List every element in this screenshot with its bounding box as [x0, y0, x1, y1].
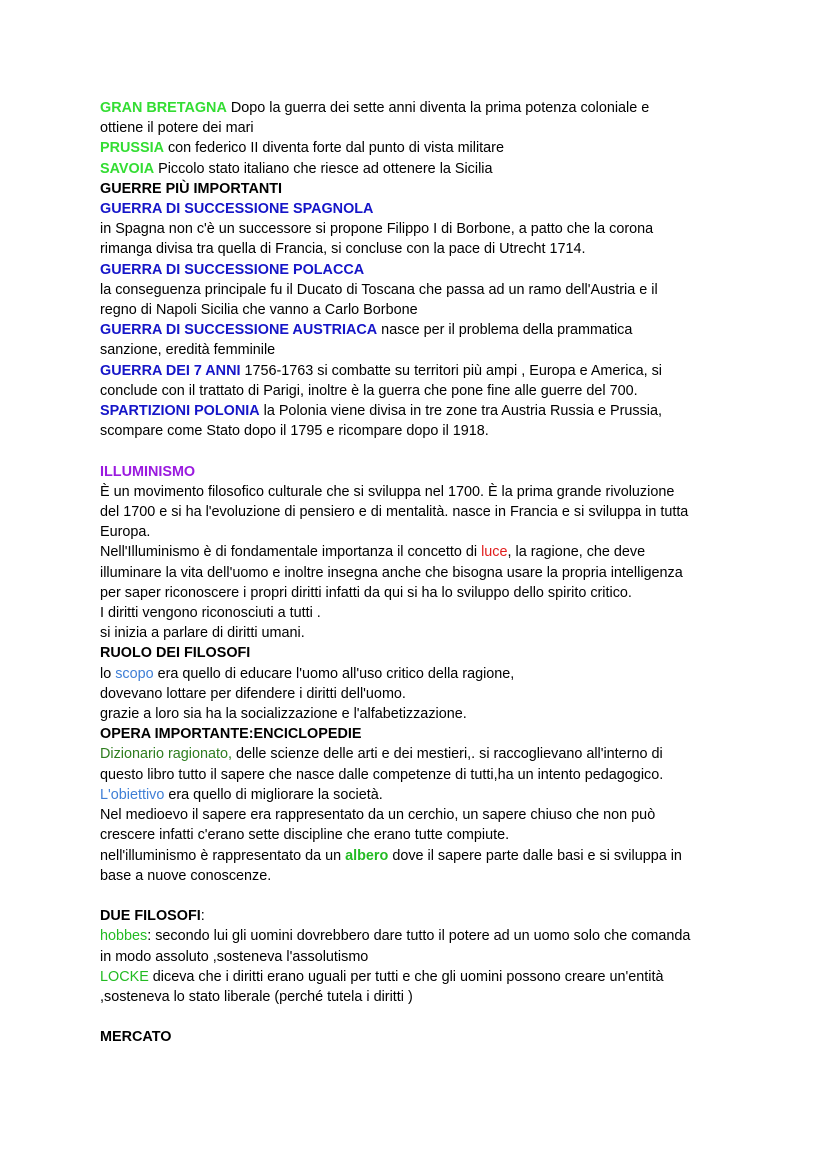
gran-bretagna-line-2: ottiene il potere dei mari [100, 120, 254, 137]
document-body [100, 98, 760, 1048]
opera-line-1 [100, 744, 760, 764]
prussia-text: con federico II diventa forte dal punto di vista militare [163, 140, 504, 157]
hobbes-label: hobbes [100, 928, 148, 945]
prussia-line [100, 138, 760, 158]
ruolo-line-2: dovevano lottare per difendere i diritti dell'uomo. [100, 685, 406, 702]
due-filosofi-colon: : [200, 908, 205, 925]
illuminismo-p1-line-2: del 1700 e si ha l'evoluzione di pensiero e di mentalità. nasce in Francia e si sviluppa in tutta [100, 504, 689, 521]
albero-post: dove il sapere parte dalle basi e si sviluppa in [388, 847, 682, 864]
albero-word: albero [345, 847, 389, 864]
due-filosofi-heading-line [100, 906, 760, 926]
locke-text: diceva che i diritti erano uguali per tutti e che gli uomini possono creare un'entità [148, 968, 664, 985]
obiettivo-word: L'obiettivo [100, 786, 165, 803]
luce-pre: Nell'Illuminismo è di fondamentale importanza il concetto di [100, 544, 482, 561]
spagnola-line-2: rimanga divisa tra quella di Francia, si concluse con la pace di Utrecht 1714. [100, 241, 586, 258]
blank-line [100, 886, 760, 906]
illuminismo-p3: I diritti vengono riconosciuti a tutti . [100, 605, 321, 622]
opera-line-7: base a nuove conoscenze. [100, 867, 272, 884]
opera-line-4: Nel medioevo il sapere era rappresentato da un cerchio, un sapere chiuso che non può [100, 807, 656, 824]
austriaca-text: nasce per il problema della prammatica [377, 322, 633, 339]
austriaca-line-1 [100, 320, 760, 340]
dizionario-word: Dizionario ragionato, [100, 746, 232, 763]
polacca-line-1: la conseguenza principale fu il Ducato di Toscana che passa ad un ramo dell'Austria e il [100, 281, 658, 298]
locke-line-1 [100, 967, 760, 987]
locke-label: LOCKE [100, 968, 149, 985]
albero-pre: nell'illuminismo è rappresentato da un [100, 847, 346, 864]
hobbes-text: : secondo lui gli uomini dovrebbero dare tutto il potere ad un uomo solo che comanda [147, 928, 691, 945]
illuminismo-heading: ILLUMINISMO [100, 463, 196, 480]
polacca-heading: GUERRA DI SUCCESSIONE POLACCA [100, 261, 365, 278]
illuminismo-p2-line-1 [100, 542, 760, 562]
obiettivo-post: era quello di migliorare la società. [164, 786, 383, 803]
ruolo-line-3: grazie a loro sia ha la socializzazione e l'alfabetizzazione. [100, 706, 467, 723]
sette-anni-label: GUERRA DEI 7 ANNI [100, 362, 241, 379]
sette-anni-line-1 [100, 361, 760, 381]
polonia-label: SPARTIZIONI POLONIA [100, 403, 260, 420]
prussia-label: PRUSSIA [100, 140, 164, 157]
gran-bretagna-line-1 [100, 98, 760, 118]
luce-post: , la ragione, che deve [507, 544, 646, 561]
opera-line-5: crescere infatti c'erano sette discipline che erano tutte compiute. [100, 827, 510, 844]
hobbes-line-2: in modo assoluto ,sosteneva l'assolutismo [100, 948, 369, 965]
illuminismo-p1-line-1: È un movimento filosofico culturale che si sviluppa nel 1700. È la prima grande rivoluzione [100, 483, 675, 500]
mercato-heading: MERCATO [100, 1029, 172, 1046]
austriaca-label: GUERRA DI SUCCESSIONE AUSTRIACA [100, 322, 378, 339]
illuminismo-p2-line-3: per saper riconoscere i propri diritti infatti da qui si ha lo sviluppo dello spirito critico. [100, 584, 632, 601]
scopo-post: era quello di educare l'uomo all'uso critico della ragione, [153, 665, 515, 682]
sette-anni-text: 1756-1763 si combatte su territori più ampi , Europa e America, si [240, 362, 662, 379]
hobbes-line-1 [100, 926, 760, 946]
gran-bretagna-label: GRAN BRETAGNA [100, 100, 227, 116]
austriaca-line-2: sanzione, eredità femminile [100, 342, 276, 359]
savoia-label: SAVOIA [100, 160, 155, 177]
illuminismo-p2-line-2: illuminare la vita dell'uomo e inoltre insegna anche che bisogna usare la propria intelligenza [100, 564, 683, 581]
polonia-line-1 [100, 401, 760, 421]
savoia-line [100, 159, 760, 179]
opera-line-3 [100, 785, 760, 805]
polonia-line-2: scompare come Stato dopo il 1795 e ricompare dopo il 1918. [100, 423, 489, 440]
sette-anni-line-2: conclude con il trattato di Parigi, inoltre è la guerra che pone fine alle guerre del 700. [100, 382, 638, 399]
illuminismo-p1-line-3: Europa. [100, 524, 151, 541]
ruolo-line-1 [100, 664, 760, 684]
ruolo-heading: RUOLO DEI FILOSOFI [100, 645, 251, 662]
scopo-word: scopo [115, 665, 154, 682]
due-filosofi-heading: DUE FILOSOFI [100, 908, 201, 925]
illuminismo-p4: si inizia a parlare di diritti umani. [100, 625, 305, 642]
blank-line [100, 441, 760, 461]
opera-heading: OPERA IMPORTANTE:ENCICLOPEDIE [100, 726, 362, 743]
gran-bretagna-text: Dopo la guerra dei sette anni diventa la prima potenza coloniale e [226, 100, 650, 116]
blank-line [100, 1007, 760, 1027]
locke-line-2: ,sosteneva lo stato liberale (perché tutela i diritti ) [100, 988, 413, 1005]
luce-word: luce [481, 544, 508, 561]
polonia-text: la Polonia viene divisa in tre zone tra Austria Russia e Prussia, [259, 403, 662, 420]
polacca-line-2: regno di Napoli Sicilia che vanno a Carlo Borbone [100, 302, 418, 319]
spagnola-line-1: in Spagna non c'è un successore si propone Filippo I di Borbone, a patto che la corona [100, 221, 654, 238]
wars-heading: GUERRE PIÙ IMPORTANTI [100, 180, 283, 197]
dizionario-post: delle scienze delle arti e dei mestieri,. si raccoglievano all'interno di [232, 746, 663, 763]
opera-line-6 [100, 846, 760, 866]
scopo-pre: lo [100, 665, 116, 682]
savoia-text: Piccolo stato italiano che riesce ad ottenere la Sicilia [154, 160, 493, 177]
spagnola-heading: GUERRA DI SUCCESSIONE SPAGNOLA [100, 201, 374, 218]
opera-line-2: questo libro tutto il sapere che nasce dalle competenze di tutti,ha un intento pedagogico. [100, 766, 664, 783]
